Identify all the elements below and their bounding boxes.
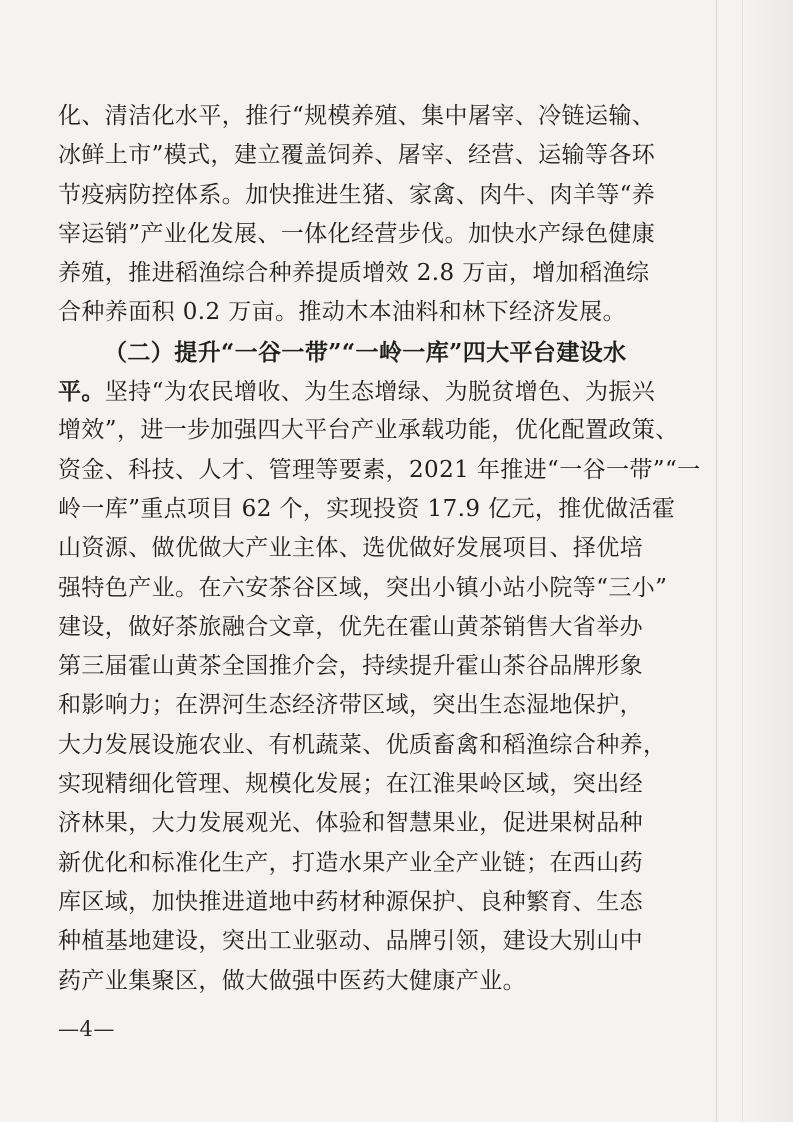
text-line: 第三届霍山黄茶全国推介会，持续提升霍山茶谷品牌形象 <box>58 653 643 680</box>
text-line: 济林果，大力发展观光、体验和智慧果业，促进果树品种 <box>58 810 643 837</box>
section-heading: （二）提升“一谷一带”“一岭一库”四大平台建设水 <box>104 338 627 366</box>
paper-edge-line <box>716 0 717 1122</box>
text-line: 养殖，推进稻渔综合种养提质增效 2.8 万亩，增加稻渔综 <box>58 260 650 287</box>
text-line: 合种养面积 0.2 万亩。推动木本油料和林下经济发展。 <box>58 299 626 326</box>
text-line: 和影响力；在淠河生态经济带区域，突出生态湿地保护， <box>58 692 643 719</box>
text-line: 强特色产业。在六安茶谷区域，突出小镇小站小院等“三小” <box>58 574 668 601</box>
text-line: 化、清洁化水平，推行“规模养殖、集中屠宰、冷链运输、 <box>58 103 656 129</box>
text-line: 山资源、做优做大产业主体、选优做好发展项目、择优培 <box>58 535 643 562</box>
text-line: 岭一库”重点项目 62 个，实现投资 17.9 亿元，推优做活霍 <box>58 495 676 522</box>
text-line: 种植基地建设，突出工业驱动、品牌引领，建设大别山中 <box>58 928 643 955</box>
text-line: 增效”，进一步加强四大平台产业承载功能，优化配置政策、 <box>58 417 679 444</box>
text-line: 实现精细化管理、规模化发展；在江淮果岭区域，突出经 <box>58 771 643 798</box>
text-line: 药产业集聚区，做大做强中医药大健康产业。 <box>58 967 526 994</box>
text-line: 新优化和标准化生产，打造水果产业全产业链；在西山药 <box>58 849 643 876</box>
body-text <box>58 97 701 1001</box>
text-line: 冰鲜上市”模式，建立覆盖饲养、屠宰、经营、运输等各环 <box>58 142 656 169</box>
paper-edge-shadow <box>743 0 793 1122</box>
text-line: 节疫病防控体系。加快推进生猪、家禽、肉牛、肉羊等“养 <box>58 181 656 208</box>
text-line: 库区域，加快推进道地中药材种源保护、良种繁育、生态 <box>58 888 643 915</box>
page-number: —4— <box>58 1017 115 1041</box>
text-line <box>58 372 656 411</box>
text-line: 建设，做好茶旅融合文章，优先在霍山黄茶销售大省举办 <box>58 613 643 640</box>
section-heading-end: 平。 <box>58 378 105 406</box>
text-segment: 坚持“为农民增收、为生态增绿、为脱贫增色、为振兴 <box>104 379 656 406</box>
text-line: 大力发展设施农业、有机蔬菜、优质畜禽和稻渔综合种养， <box>58 731 667 758</box>
text-line: 资金、科技、人才、管理等要素，2021 年推进“一谷一带”“一 <box>58 456 701 483</box>
text-line: 宰运销”产业化发展、一体化经营步伐。加快水产绿色健康 <box>58 220 656 247</box>
